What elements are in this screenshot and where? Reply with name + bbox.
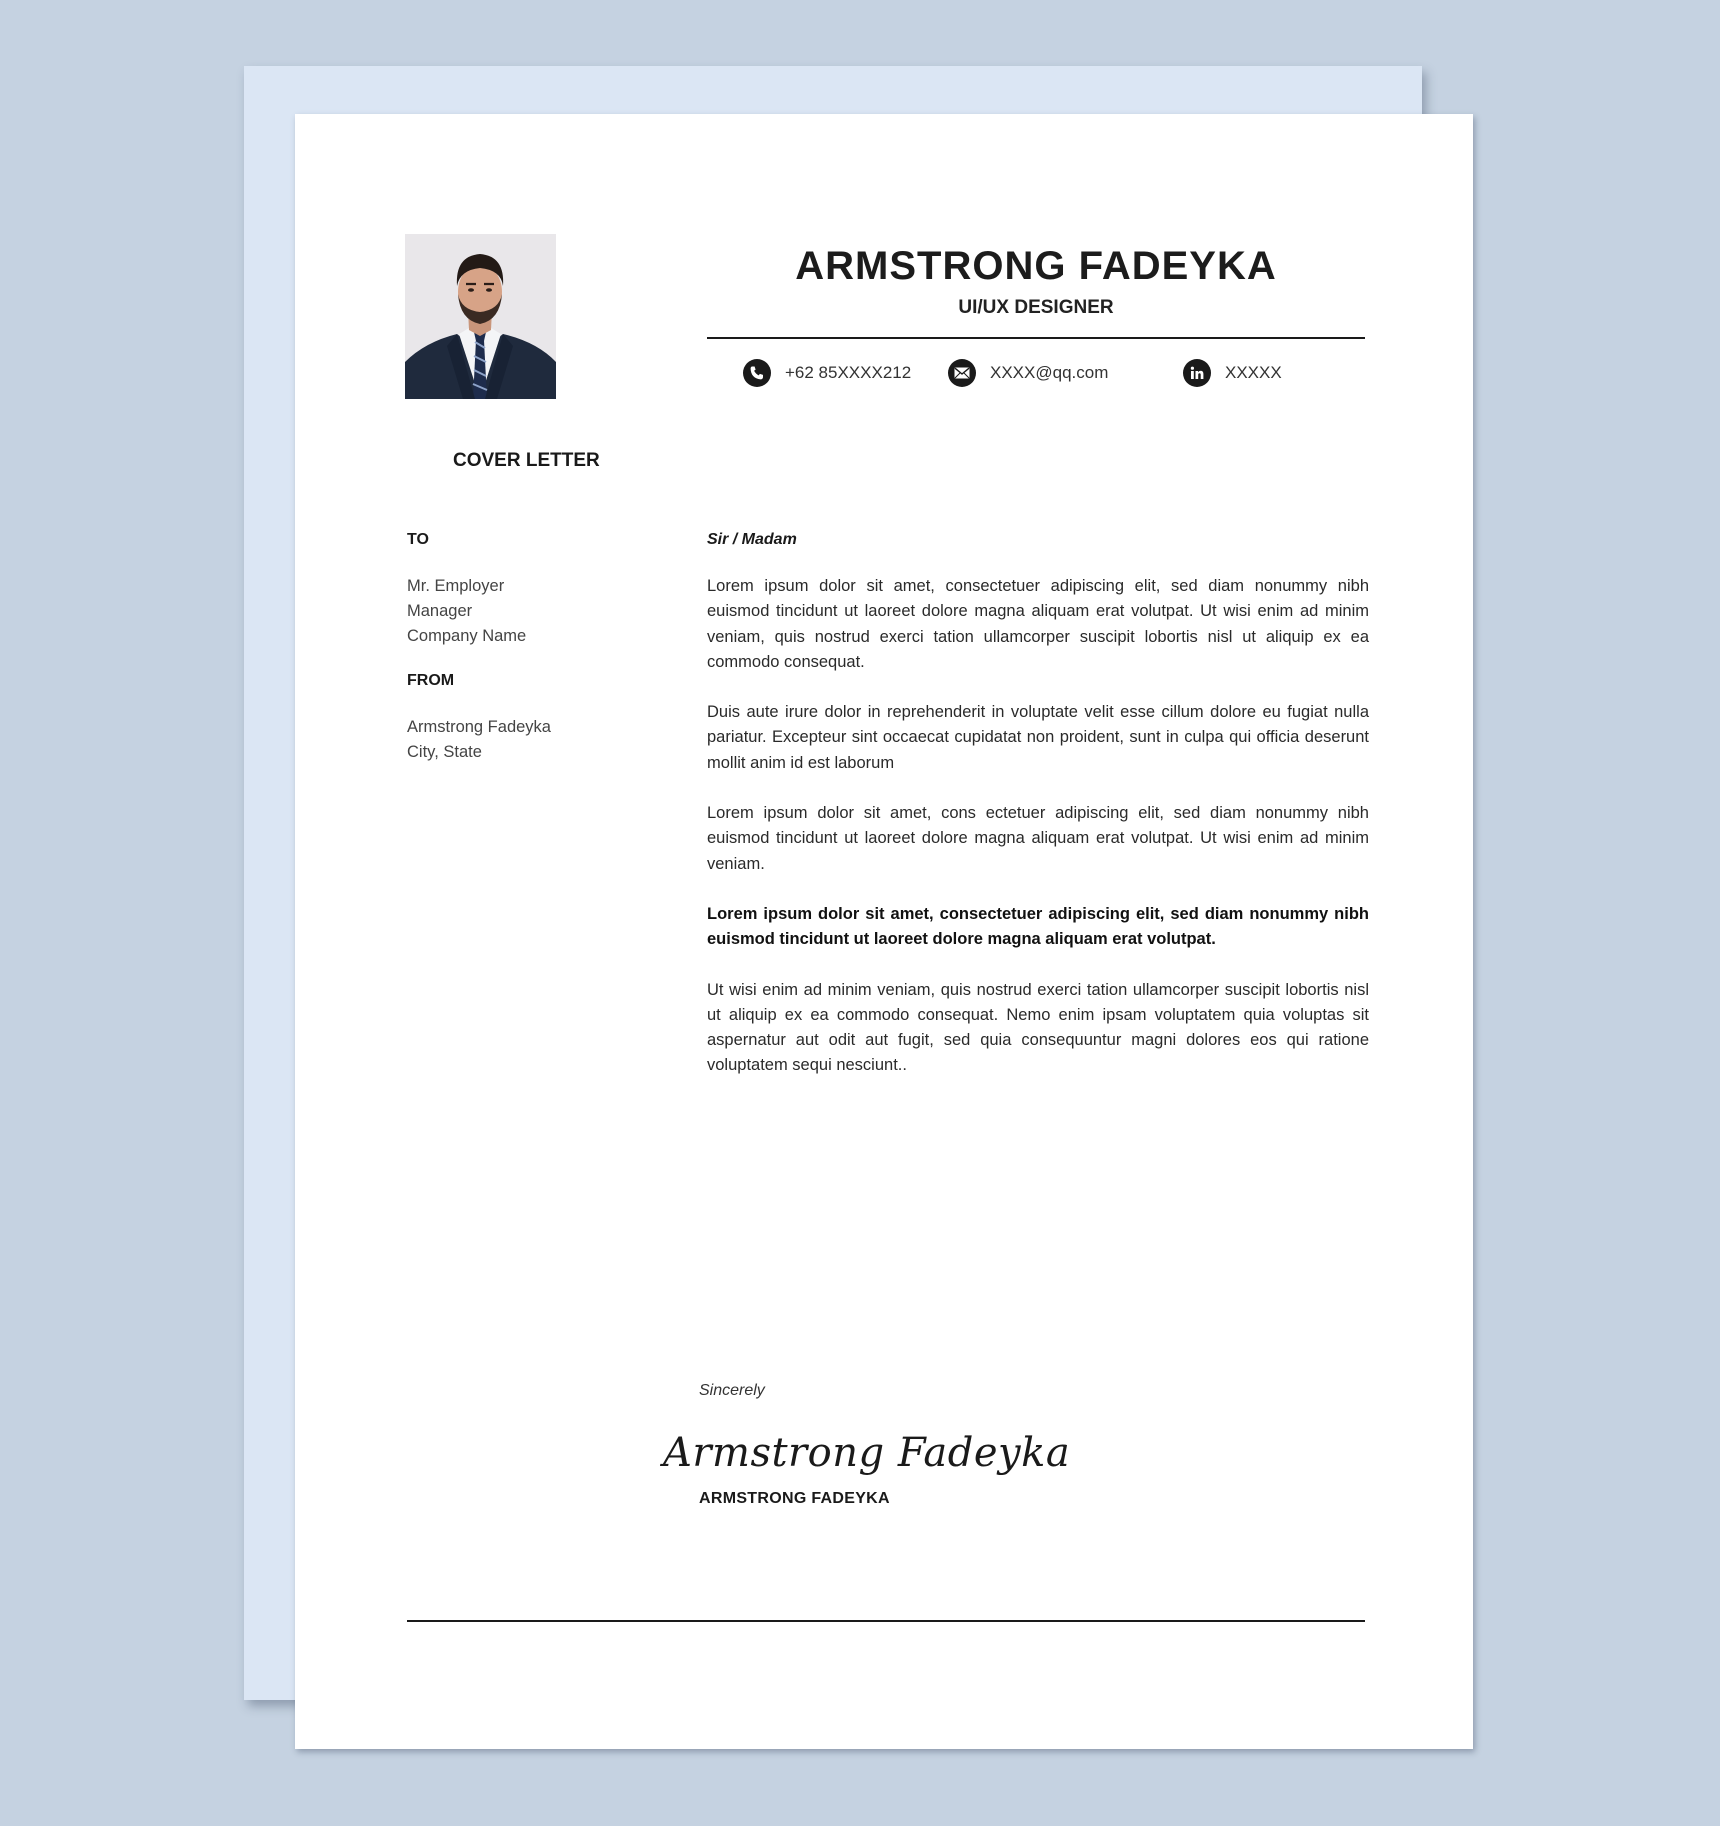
- salutation: Sir / Madam: [707, 531, 797, 548]
- highlight-paragraph: Lorem ipsum dolor sit amet, consectetuer adipiscing elit, sed diam nonummy nibh euismod tincidunt ut laoreet dolore magna aliquam erat volutpat.: [707, 904, 1369, 949]
- closing-sincerely: Sincerely: [699, 1382, 765, 1399]
- phone-text: +62 85XXXX212: [785, 363, 912, 382]
- linkedin-icon: [1183, 359, 1211, 387]
- to-line: Mr. Employer: [407, 577, 505, 595]
- header-divider: [707, 337, 1365, 339]
- footer-divider: [407, 1620, 1365, 1622]
- job-title: UI/UX DESIGNER: [958, 297, 1114, 318]
- from-line: City, State: [407, 743, 482, 761]
- to-line: Manager: [407, 602, 473, 620]
- mail-icon: [948, 359, 976, 387]
- body-paragraph: Ut wisi enim ad minim veniam, quis nostrud exerci tation ullamcorper suscipit lobortis nisl ut aliquip ex ea commodo consequat. Nemo enim ipsam voluptatem quia voluptas sit aspernatur aut odit aut fugit, sed quia consequuntur magni dolores eos qui ratione voluptatem sequi nesciunt..: [707, 980, 1369, 1075]
- profile-photo: [405, 234, 556, 399]
- phone-icon: [743, 359, 771, 387]
- contact-email[interactable]: [948, 358, 1108, 388]
- to-line: Company Name: [407, 627, 527, 645]
- email-text: XXXX@qq.com: [990, 363, 1109, 382]
- body-paragraph: Duis aute irure dolor in reprehenderit in voluptate velit esse cillum dolore eu fugiat nulla pariatur. Excepteur sint occaecat cupidatat non proident, sunt in culpa qui officia deserunt mollit anim id est laborum: [707, 703, 1369, 772]
- signatory-name: ARMSTRONG FADEYKA: [699, 1490, 890, 1507]
- body-paragraph: Lorem ipsum dolor sit amet, consectetuer adipiscing elit, sed diam nonummy nibh euismod tincidunt ut laoreet dolore magna aliquam erat volutpat. Ut wisi enim ad minim veniam, quis nostrud exerci tation ullamcorper suscipit lobortis nisl ut aliquip ex ea commodo consequat.: [707, 577, 1369, 671]
- section-label: COVER LETTER: [453, 450, 600, 471]
- body-paragraph: Lorem ipsum dolor sit amet, cons ectetuer adipiscing elit, sed diam nonummy nibh euismod tincidunt ut laoreet dolore magna aliquam erat volutpat. Ut wisi enim ad minim veniam.: [707, 804, 1369, 873]
- from-heading: FROM: [407, 672, 455, 689]
- address-column: [407, 528, 657, 765]
- contact-linkedin[interactable]: [1183, 358, 1282, 388]
- letter-body: [707, 528, 1369, 1104]
- candidate-name: ARMSTRONG FADEYKA: [795, 244, 1277, 288]
- cover-letter-page: [295, 114, 1473, 1749]
- contact-phone[interactable]: [743, 358, 911, 388]
- from-line: Armstrong Fadeyka: [407, 718, 551, 736]
- signature: Armstrong Fadeyka: [663, 1430, 1071, 1476]
- name-block: [707, 242, 1365, 320]
- to-heading: TO: [407, 531, 429, 548]
- linkedin-text: XXXXX: [1225, 363, 1282, 382]
